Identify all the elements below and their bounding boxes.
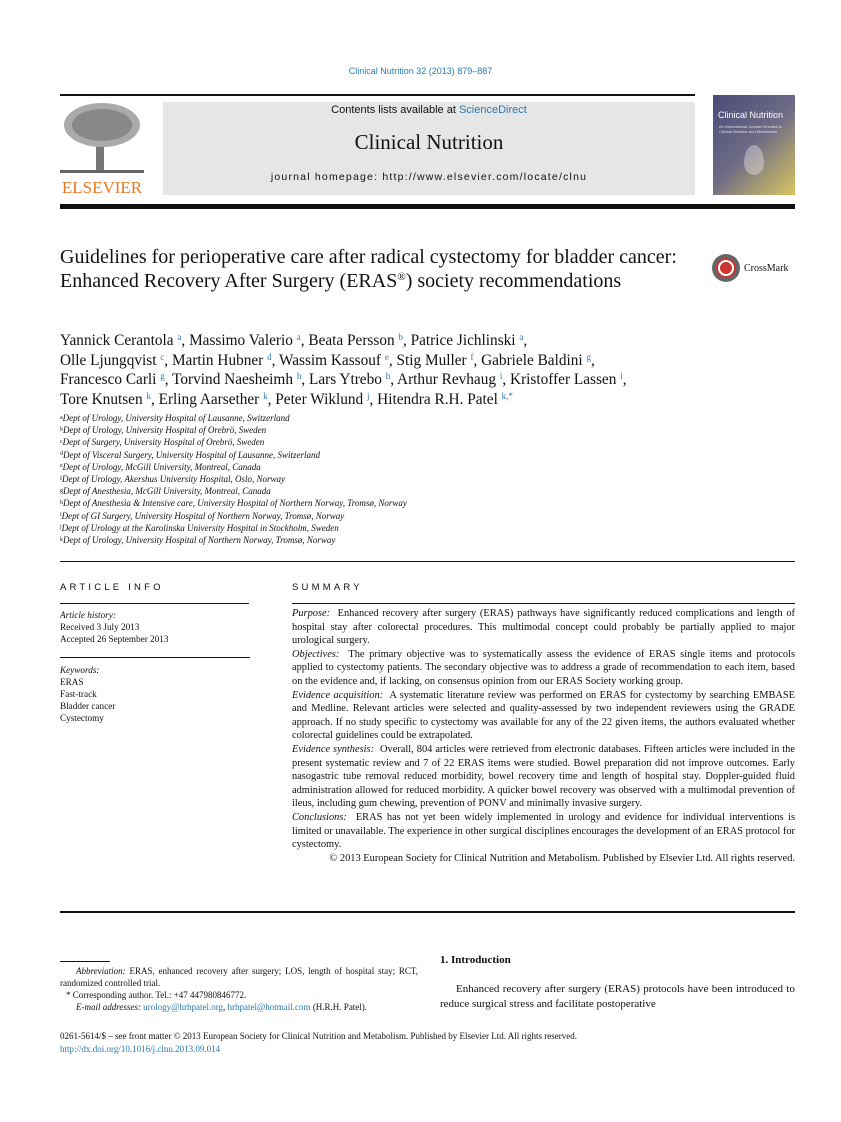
affiliation-text: Dept of Urology, University Hospital of Orebrö, Sweden <box>63 425 267 436</box>
author[interactable] <box>510 371 623 388</box>
affiliation-key: b <box>60 426 63 433</box>
author[interactable] <box>275 391 369 408</box>
registered-mark: ® <box>397 270 406 283</box>
accepted-date: Accepted 26 September 2013 <box>60 634 169 645</box>
section-label: Evidence acquisition: <box>292 689 384 701</box>
affiliation <box>60 412 700 424</box>
author-affiliation-mark[interactable]: h <box>385 371 391 382</box>
author[interactable] <box>481 352 591 369</box>
corresponding-author: * Corresponding author. Tel.: +47 447980846772. <box>66 990 247 1000</box>
affiliation-text: Dept of GI Surgery, University Hospital of Northern Norway, Tromsø, Norway <box>61 510 345 521</box>
summary-section <box>292 607 795 648</box>
keywords-rule <box>60 657 250 658</box>
affiliation-rule <box>60 561 795 562</box>
section-text: Overall, 804 articles were retrieved from electronic databases. Fifteen articles were included in the present systematic review and 7 of 22 ERAS items were studied. Bowel preparation did not improve outcomes. Early nasogastric tube removal reduced morbidity, bowel recovery time and length of hospital stay. Doppler-guided fluid administration allowed for reduced morbidity. A quicker bowel recovery was observed with a multimodal prevention of ileus, including gum chewing, prevention of PONV and minimally invasive surgery. <box>292 743 795 810</box>
summary-copyright: © 2013 European Society for Clinical Nutrition and Metabolism. Published by Elsevier Ltd. All rights reserved. <box>329 852 795 864</box>
keyword: ERAS <box>60 676 84 687</box>
history-label: Article history: <box>60 610 116 620</box>
author-affiliation-mark[interactable]: j <box>367 390 370 401</box>
footnote-rule <box>60 961 110 962</box>
affiliation-text: Dept of Urology, University Hospital of Northern Norway, Tromsø, Norway <box>63 535 336 546</box>
affiliation-key: i <box>60 512 62 519</box>
tree-icon <box>58 100 146 176</box>
author-affiliation-mark[interactable]: h <box>296 371 302 382</box>
author-affiliation-mark[interactable]: d <box>267 351 272 362</box>
affiliation <box>60 485 700 497</box>
title-text-a: Guidelines for perioperative care after radical cystectomy for bladder cancer: Enhanced Recovery After Surgery (ERAS <box>60 246 677 292</box>
section-text: A systematic literature review was performed on ERAS for cystectomy by searching EMBASE and Medline. Relevant articles were selected and quality-assessed by two independent reviewers using the GRADE approach. If no study specific to cystectomy was available for any of the 22 given items, the authors evaluated whether colorectal guidelines could be extrapolated. <box>292 689 795 742</box>
author-affiliation-mark[interactable]: i <box>499 371 503 382</box>
summary-body <box>292 607 795 865</box>
email-link-1[interactable]: urology@hrhpatel.org <box>143 1002 224 1012</box>
section-label: Objectives: <box>292 648 340 660</box>
header-thick-rule <box>60 204 795 209</box>
drop-icon <box>744 145 764 175</box>
sciencedirect-link[interactable]: ScienceDirect <box>458 104 527 116</box>
author[interactable] <box>308 332 403 349</box>
issn-line: 0261-5614/$ – see front matter © 2013 European Society for Clinical Nutrition and Metabolism. Published by Elsevier Ltd. All rights reserved. <box>60 1031 577 1041</box>
author-name: Beata Persson <box>308 332 395 349</box>
keyword: Bladder cancer <box>60 701 116 712</box>
affiliation <box>60 473 700 485</box>
crossmark-label: CrossMark <box>744 262 789 274</box>
elsevier-logo[interactable] <box>58 100 146 198</box>
affiliation-key: f <box>60 475 62 482</box>
keywords-label: Keywords: <box>60 664 100 675</box>
author-name: Olle Ljungqvist <box>60 351 157 369</box>
author-affiliation-mark[interactable]: i <box>620 371 623 382</box>
author[interactable] <box>411 332 524 349</box>
cover-subtitle: An International Journal Devoted to Clinical Nutrition and Metabolism <box>719 124 782 134</box>
summary-rule <box>292 603 795 604</box>
article-title <box>60 246 700 293</box>
introduction-text: Enhanced recovery after surgery (ERAS) protocols have been introduced to reduce surgical stress and facilitate postoperative <box>440 983 795 1010</box>
received-date: Received 3 July 2013 <box>60 622 140 633</box>
keyword-list <box>60 676 250 725</box>
affiliation-text: Dept of Urology, Akershus University Hospital, Oslo, Norway <box>62 474 285 485</box>
author[interactable] <box>60 391 151 408</box>
affiliation-text: Dept of Anesthesia & Intensive care, University Hospital of Northern Norway, Tromsø, Norway <box>63 498 407 509</box>
article-info-heading: ARTICLE INFO <box>60 582 164 593</box>
author[interactable] <box>279 352 389 369</box>
author-affiliation-mark[interactable]: c <box>160 351 165 362</box>
affiliation <box>60 424 700 436</box>
article-info <box>60 609 250 725</box>
affiliation-list <box>60 412 700 546</box>
front-matter <box>60 1030 795 1056</box>
author-name: Wassim Kassouf <box>278 351 381 369</box>
introduction-heading: 1. Introduction <box>440 954 511 966</box>
crossmark-button[interactable] <box>712 252 802 284</box>
author-affiliation-mark[interactable]: a <box>519 332 524 343</box>
affiliation-key: k <box>60 536 63 543</box>
author-list: Yannick Cerantola $^a$, Massimo Valerio $^a$, Beata Persson $^b$, Patrice Jichlinski $^a$, Olle Ljungqvist $^c$, Martin Hubner $^d$, Wassim Kassouf $^e$, Stig Muller $^f$, Gabriele Baldini $^g$, Francesco Carli $^g$, Torvind Naesheimh $^h$, Lars Ytrebo $^h$, Arthur Revhaug $^i$, Kristoffer Lassen $^i$, Tore Knutsen $^k$, Erling Aarsether $^k$, Peter Wiklund $^j$, Hitendra R.H. Patel $^{k,*}$ <box>60 332 627 408</box>
author-name: Massimo Valerio <box>189 332 293 349</box>
affiliation <box>60 497 700 509</box>
affiliation <box>60 510 700 522</box>
author-name: Yannick Cerantola <box>60 332 174 349</box>
summary-heading: SUMMARY <box>292 582 363 593</box>
author-affiliation-mark[interactable]: b <box>398 332 403 343</box>
section-text: The primary objective was to systematically assess the evidence of ERAS single items and protocols applied to cystectomy patients. The secondary objective was to address a grade of recommendation to each item, based on the evidence and, if lacking, on consensus opinion from our ERAS Society working group. <box>292 648 795 687</box>
email-note: E-mail addresses: urology@hrhpatel.org, hrhpatel@hotmail.com (H.R.H. Patel). <box>76 1002 368 1012</box>
author[interactable] <box>396 352 473 369</box>
abbrev-label: Abbreviation: <box>76 966 126 976</box>
author-name: Torvind Naesheimh <box>172 371 293 388</box>
author[interactable] <box>189 332 301 349</box>
author[interactable] <box>377 391 513 408</box>
author-affiliation-mark[interactable]: a <box>177 332 182 343</box>
author-affiliation-mark[interactable]: a <box>296 332 301 343</box>
author[interactable] <box>60 371 165 388</box>
journal-homepage-link[interactable]: journal homepage: http://www.elsevier.com/locate/clnu <box>270 171 588 183</box>
section-text: ERAS has not yet been widely implemented in urology and evidence for individual interventions is limited or unavailable. The experience in other surgical disciplines encourages the development of an ERAS protocol for cystectomy. <box>292 811 795 851</box>
summary-section <box>292 689 795 743</box>
author-name: Erling Aarsether <box>158 390 260 408</box>
summary-section <box>292 648 795 689</box>
affiliation <box>60 522 700 534</box>
author-name: Stig Muller <box>396 351 467 369</box>
author-affiliation-mark[interactable]: k <box>263 390 268 401</box>
affiliation-key: a <box>60 414 63 421</box>
author-affiliation-mark[interactable]: g <box>586 351 591 362</box>
journal-cover-image[interactable] <box>713 95 795 195</box>
abbrev-text: ERAS, enhanced recovery after surgery; LOS, length of hospital stay; RCT, randomized controlled trial. <box>60 966 419 988</box>
author-name: Gabriele Baldini <box>481 351 583 369</box>
journal-banner <box>163 102 695 195</box>
author-name: Martin Hubner <box>171 351 264 369</box>
author-name: Patrice Jichlinski <box>410 332 516 349</box>
summary-section <box>292 743 795 811</box>
contents-line <box>163 102 695 116</box>
journal-name: Clinical Nutrition <box>354 130 504 154</box>
author[interactable] <box>172 352 272 369</box>
contents-prefix: Contents lists available at <box>331 104 459 116</box>
affiliation-text: Dept of Visceral Surgery, University Hospital of Lausanne, Switzerland <box>63 449 320 460</box>
affiliation-text: Dept of Anesthesia, McGill University, Montreal, Canada <box>63 486 271 497</box>
affiliation <box>60 436 700 448</box>
abbreviation-note <box>60 965 418 989</box>
footnotes <box>60 965 418 1013</box>
affiliation-key: d <box>60 451 63 458</box>
author-affiliation-mark[interactable]: g <box>160 371 165 382</box>
affiliation <box>60 534 700 546</box>
author[interactable] <box>159 391 268 408</box>
author[interactable] <box>397 371 502 388</box>
affiliation-key: e <box>60 463 63 470</box>
author-name: Peter Wiklund <box>275 390 364 408</box>
keyword: Fast-track <box>60 689 97 700</box>
doi-link[interactable]: http://dx.doi.org/10.1016/j.clnu.2013.09.014 <box>60 1044 221 1054</box>
affiliation-key: c <box>60 439 63 446</box>
email-link-2[interactable]: hrhpatel@hotmail.com <box>227 1002 311 1012</box>
summary-bottom-rule <box>60 911 795 913</box>
author-affiliation-mark[interactable]: k <box>146 390 151 401</box>
author[interactable] <box>172 371 301 388</box>
summary-sections <box>292 607 795 852</box>
info-rule <box>60 603 249 604</box>
elsevier-wordmark: ELSEVIER <box>61 178 143 197</box>
author-affiliation-mark[interactable]: f <box>470 351 474 362</box>
affiliation-key: g <box>60 487 63 494</box>
affiliation-text: Dept of Urology, University Hospital of Lausanne, Switzerland <box>62 413 290 423</box>
journal-reference-link[interactable]: Clinical Nutrition 32 (2013) 879–887 <box>348 66 493 76</box>
affiliation-text: Dept of Urology at the Karolinska University Hospital in Stockholm, Sweden <box>61 522 339 533</box>
author-name: Arthur Revhaug <box>397 371 497 388</box>
email-label: E-mail addresses: <box>76 1002 141 1012</box>
keyword: Cystectomy <box>60 713 104 724</box>
author-affiliation-mark[interactable]: e <box>384 351 389 362</box>
section-label: Conclusions: <box>292 811 347 823</box>
cover-title: Clinical Nutrition <box>718 110 784 120</box>
crossmark-icon <box>712 254 740 282</box>
author[interactable] <box>60 352 164 369</box>
summary-section <box>292 811 795 852</box>
affiliation-text: Dept of Urology, McGill University, Montreal, Canada <box>62 461 261 472</box>
author-affiliation-mark[interactable]: k,* <box>501 390 513 401</box>
author-name: Kristoffer Lassen <box>510 371 617 388</box>
author-name: Francesco Carli <box>60 371 157 388</box>
affiliation-text: Dept of Surgery, University Hospital of Orebrö, Sweden <box>62 437 265 448</box>
author[interactable] <box>60 332 181 349</box>
affiliation-key: j <box>60 524 62 531</box>
affiliation-key: h <box>60 500 63 507</box>
section-text: Enhanced recovery after surgery (ERAS) pathways have significantly reduced complications and length of hospital stay after colorectal procedures. This multimodal concept could probably be partially applied to major urological surgery. <box>292 608 795 647</box>
affiliation <box>60 461 700 473</box>
author-name: Lars Ytrebo <box>308 371 382 388</box>
affiliation <box>60 449 700 461</box>
top-rule <box>60 94 695 96</box>
author-name: Tore Knutsen <box>60 390 143 408</box>
email-suffix: (H.R.H. Patel). <box>312 1002 368 1012</box>
section-label: Purpose: <box>292 608 331 619</box>
author-name: Hitendra R.H. Patel <box>377 390 498 408</box>
section-label: Evidence synthesis: <box>292 743 375 755</box>
title-text-b: ) society recommendations <box>405 269 622 292</box>
author[interactable] <box>309 371 390 388</box>
